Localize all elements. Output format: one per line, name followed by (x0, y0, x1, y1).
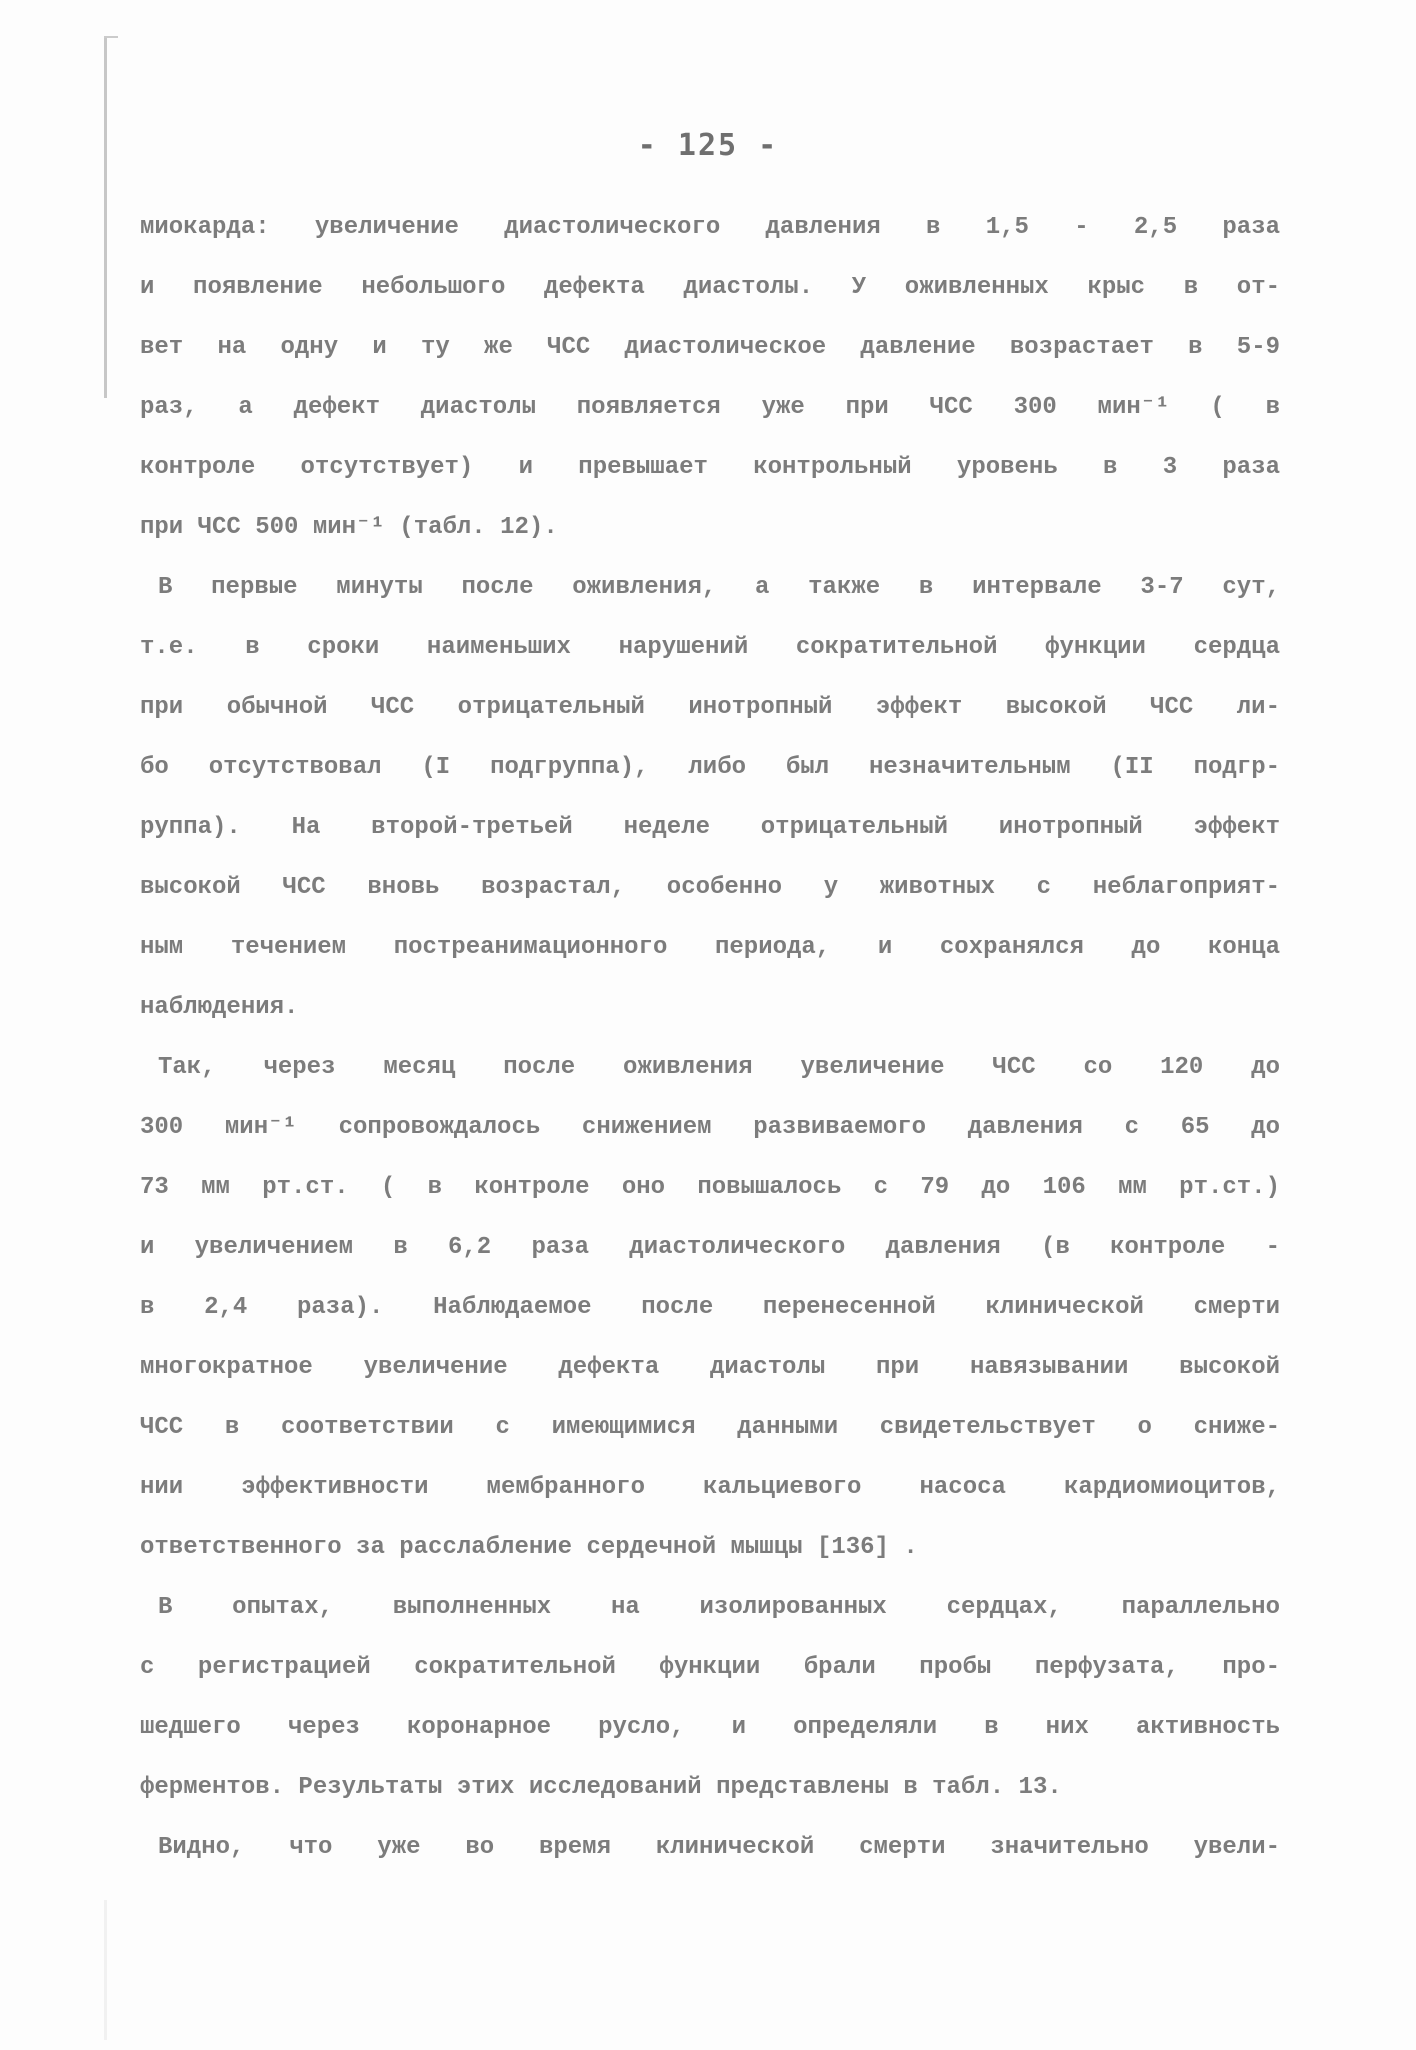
text-line: контроле отсутствует) и превышает контрольный уровень в 3 раза (140, 454, 1280, 481)
text-line: при обычной ЧСС отрицательный инотропный эффект высокой ЧСС ли- (140, 694, 1280, 721)
text-line: миокарда: увеличение диастолического давления в 1,5 - 2,5 раза (140, 214, 1280, 241)
text-line: ответственного за расслабление сердечной мышцы [136] . (140, 1534, 918, 1561)
text-line: Видно, что уже во время клинической смерти значительно увели- (158, 1834, 1280, 1861)
text-line: нии эффективности мембранного кальциевого насоса кардиомиоцитов, (140, 1474, 1280, 1501)
text-line: с регистрацией сократительной функции брали пробы перфузата, про- (140, 1654, 1280, 1681)
text-line: и увеличением в 6,2 раза диастолического давления (в контроле - (140, 1234, 1280, 1261)
text-line: в 2,4 раза). Наблюдаемое после перенесенной клинической смерти (140, 1294, 1280, 1321)
text-line: шедшего через коронарное русло, и определяли в них активность (140, 1714, 1280, 1741)
margin-line-lower (104, 1900, 107, 2040)
text-line: В первые минуты после оживления, а также в интервале 3-7 сут, (158, 574, 1280, 601)
body-text (140, 198, 1280, 1878)
text-line: Так, через месяц после оживления увеличение ЧСС со 120 до (158, 1054, 1280, 1081)
text-line: 300 мин⁻¹ сопровождалось снижением развиваемого давления с 65 до (140, 1114, 1280, 1141)
text-line: ферментов. Результаты этих исследований представлены в табл. 13. (140, 1774, 1062, 1801)
text-line: ЧСС в соответствии с имеющимися данными свидетельствует о сниже- (140, 1414, 1280, 1441)
text-line: ным течением постреанимационного периода, и сохранялся до конца (140, 934, 1280, 961)
text-line: многократное увеличение дефекта диастолы при навязывании высокой (140, 1354, 1280, 1381)
text-line: наблюдения. (140, 994, 299, 1021)
text-line: раз, а дефект диастолы появляется уже при ЧСС 300 мин⁻¹ ( в (140, 394, 1280, 421)
text-line: т.е. в сроки наименьших нарушений сократительной функции сердца (140, 634, 1280, 661)
text-line: при ЧСС 500 мин⁻¹ (табл. 12). (140, 514, 558, 541)
text-line: высокой ЧСС вновь возрастал, особенно у животных с неблагоприят- (140, 874, 1280, 901)
text-line: вет на одну и ту же ЧСС диастолическое давление возрастает в 5-9 (140, 334, 1280, 361)
text-line: руппа). На второй-третьей неделе отрицательный инотропный эффект (140, 814, 1280, 841)
text-line: и появление небольшого дефекта диастолы. У оживленных крыс в от- (140, 274, 1280, 301)
text-line: бо отсутствовал (I подгруппа), либо был незначительным (II подгр- (140, 754, 1280, 781)
text-line: В опытах, выполненных на изолированных сердцах, параллельно (158, 1594, 1280, 1621)
text-line: 73 мм рт.ст. ( в контроле оно повышалось с 79 до 106 мм рт.ст.) (140, 1174, 1280, 1201)
page-number: - 125 - (637, 128, 779, 163)
margin-line (104, 38, 107, 398)
